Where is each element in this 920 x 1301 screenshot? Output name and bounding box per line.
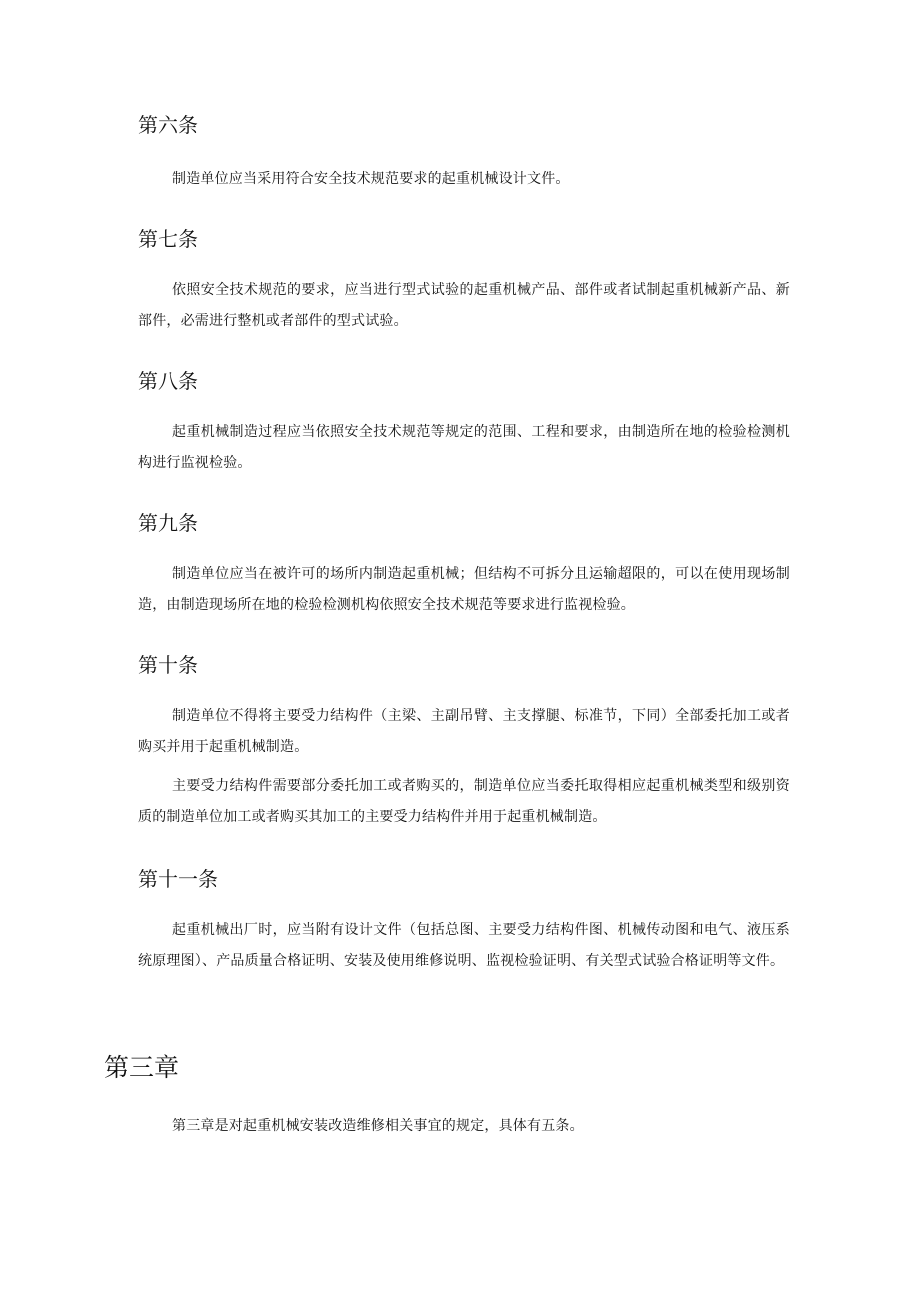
- chapter-3-heading: 第三章: [104, 1053, 180, 1082]
- article-10-paragraph-2: 主要受力结构件需要部分委托加工或者购买的，制造单位应当委托取得相应起重机械类型和级别资质的制造单位加工或者购买其加工的主要受力结构件并用于起重机械制造。: [138, 778, 790, 825]
- article-7-paragraph: 依照安全技术规范的要求，应当进行型式试验的起重机械产品、部件或者试制起重机械新产品、新部件，必需进行整机或者部件的型式试验。: [138, 282, 790, 329]
- article-6-paragraph: 制造单位应当采用符合安全技术规范要求的起重机械设计文件。: [172, 171, 570, 187]
- article-10-paragraph-1: 制造单位不得将主要受力结构件（主梁、主副吊臂、主支撑腿、标准节，下同）全部委托加工或者购买并用于起重机械制造。: [138, 708, 790, 755]
- article-11-paragraph: 起重机械出厂时，应当附有设计文件（包括总图、主要受力结构件图、机械传动图和电气、液压系统原理图）、产品质量合格证明、安装及使用维修说明、监视检验证明、有关型式试验合格证明等文件。: [138, 922, 790, 969]
- article-7-heading: 第七条: [138, 227, 198, 251]
- article-9-heading: 第九条: [138, 511, 198, 535]
- article-6-heading: 第六条: [138, 113, 198, 137]
- chapter-3-paragraph: 第三章是对起重机械安装改造维修相关事宜的规定，具体有五条。: [172, 1118, 584, 1134]
- article-9-paragraph: 制造单位应当在被许可的场所内制造起重机械；但结构不可拆分且运输超限的，可以在使用现场制造，由制造现场所在地的检验检测机构依照安全技术规范等要求进行监视检验。: [138, 566, 790, 613]
- article-11-heading: 第十一条: [138, 867, 218, 891]
- article-8-heading: 第八条: [138, 369, 198, 393]
- article-8-paragraph: 起重机械制造过程应当依照安全技术规范等规定的范围、工程和要求，由制造所在地的检验检测机构进行监视检验。: [138, 424, 790, 471]
- article-10-heading: 第十条: [138, 653, 198, 677]
